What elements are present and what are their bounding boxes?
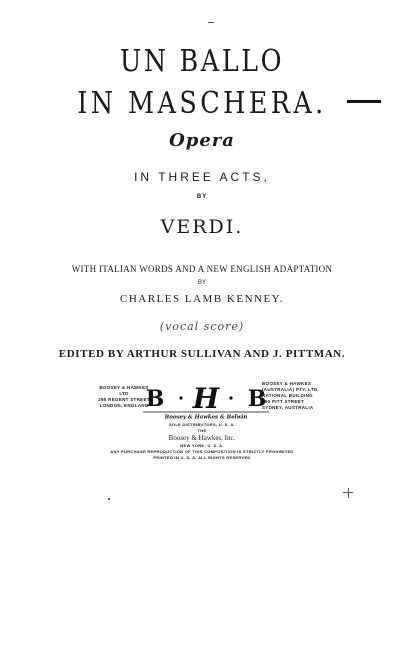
speck [208, 22, 214, 23]
publisher-left-line: 295 REGENT STREET [98, 397, 150, 402]
logo-banner: Boosey & Hawkes & Belwin [164, 414, 248, 420]
speck [108, 498, 110, 500]
speck [343, 492, 353, 493]
genre-label: Opera [169, 130, 235, 151]
sole-distributors: SOLE DISTRIBUTORS, U. S. A. [168, 422, 236, 427]
speck [348, 488, 349, 498]
distributor-city: NEW YORK, U. S. A. [180, 443, 224, 448]
publisher-left-line: LONDON, ENGLAND [99, 403, 149, 408]
adapter-name: CHARLES LAMB KENNEY. [120, 293, 284, 305]
composer-name: VERDI. [160, 216, 244, 238]
publisher-right-line: BOOSEY & HAWKES [262, 381, 312, 386]
logo-letter: H [192, 382, 220, 415]
distributor-name: Boosey & Hawkes, Inc. [168, 434, 236, 442]
publisher-left-line: LTD [119, 391, 129, 396]
publisher-right-line: 250 PITT STREET [262, 399, 305, 404]
title-line-2: IN MASCHERA. [77, 86, 327, 121]
editors-line: EDITED BY ARTHUR SULLIVAN AND J. PITTMAN. [58, 348, 346, 360]
handwritten-note: (vocal score) [159, 320, 245, 333]
publisher-logo [143, 380, 269, 420]
publisher-right-line: SYDNEY, AUSTRALIA [262, 405, 314, 410]
copyright-line-1: ANY PURCHASE REPRODUCTION OF THIS COMPOSITION IS STRICTLY PROHIBITED [110, 449, 294, 454]
logo-dot [179, 396, 182, 399]
by-label: BY [196, 194, 208, 200]
publisher-logo-icon [143, 380, 269, 420]
acts-label: IN THREE ACTS, [134, 170, 270, 184]
distributor-the: THE [197, 428, 207, 433]
by-label-2: BY [197, 280, 206, 286]
adaptation-note: WITH ITALIAN WORDS AND A NEW ENGLISH ADAPTATION [71, 264, 333, 274]
logo-letter: B [145, 386, 165, 412]
copyright-line-2: PRINTED IN U. S. A. ALL RIGHTS RESERVED [153, 455, 251, 460]
title-line-1: UN BALLO [119, 44, 285, 79]
logo-dot [229, 396, 232, 399]
distributor-block [0, 422, 404, 461]
publisher-right-line: NATIONAL BUILDING [262, 393, 313, 398]
margin-dash [347, 100, 381, 103]
publisher-right [262, 381, 342, 411]
logo-letter: B [247, 386, 267, 412]
publisher-left-line: BOOSEY & HAWKES [99, 385, 149, 390]
publisher-right-line: (AUSTRALIA) PTY. LTD. [262, 387, 319, 392]
